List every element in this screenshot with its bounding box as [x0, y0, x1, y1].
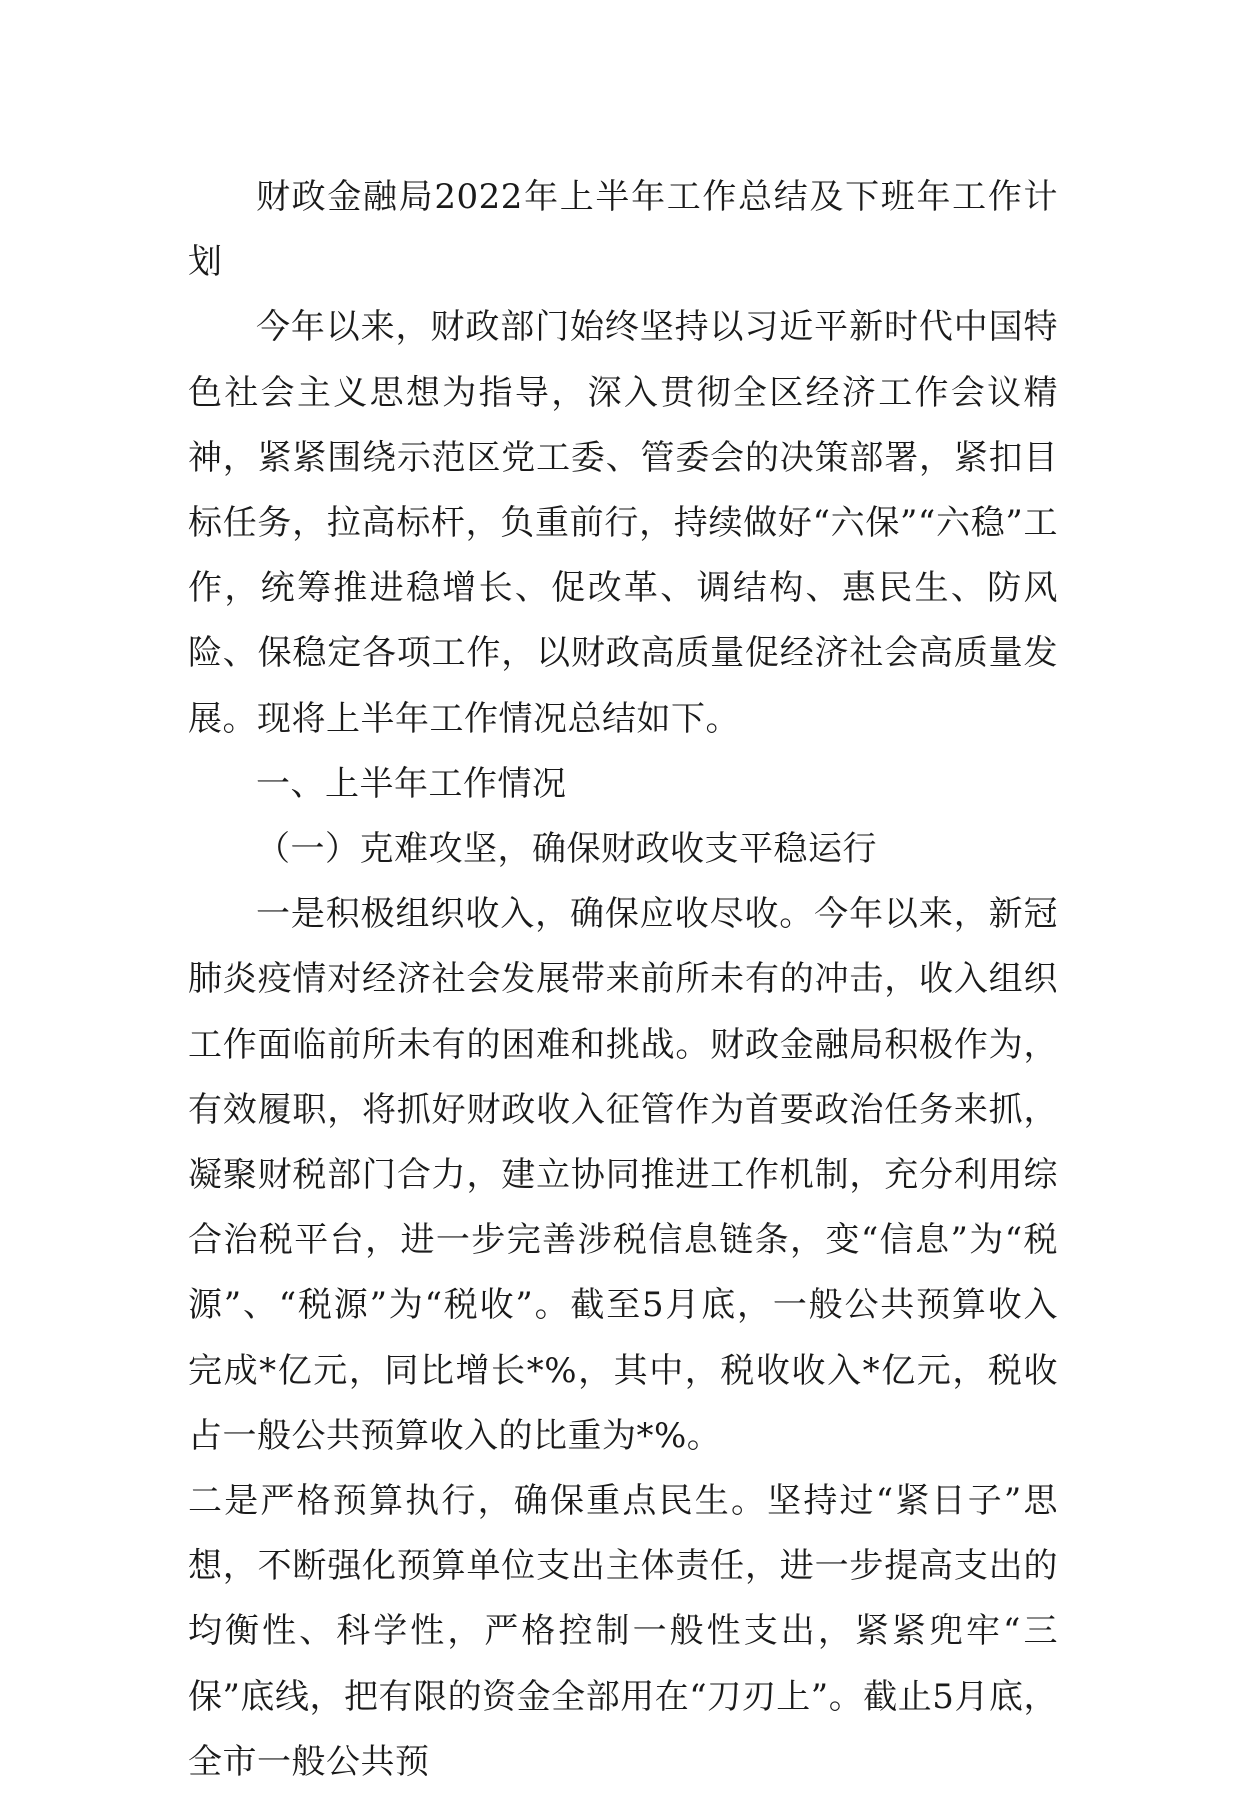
document-title: 财政金融局2022年上半年工作总结及下班年工作计划: [188, 177, 1058, 283]
intro-paragraph: 今年以来，财政部门始终坚持以习近平新时代中国特色社会主义思想为指导，深入贯彻全区经济工作会议精神，紧紧围绕示范区党工委、管委会的决策部署，紧扣目标任务，拉高标杆，负重前行，持续做好“六保”“六稳”工作，统筹推进稳增长、促改革、调结构、惠民生、防风险、保稳定各项工作，以财政高质量促经济社会高质量发展。现将上半年工作情况总结如下。: [188, 307, 1058, 739]
income-paragraph: 一是积极组织收入，确保应收尽收。今年以来，新冠肺炎疫情对经济社会发展带来前所未有的冲击，收入组织工作面临前所未有的困难和挑战。财政金融局积极作为，有效履职，将抓好财政收入征管作为首要政治任务来抓，凝聚财税部门合力，建立协同推进工作机制，充分利用综合治税平台，进一步完善涉税信息链条，变“信息”为“税源”、“税源”为“税收”。截至5月底，一般公共预算收入完成*亿元，同比增长*%，其中，税收收入*亿元，税收占一般公共预算收入的比重为*%。: [188, 894, 1058, 1456]
section-heading: 一、上半年工作情况: [256, 763, 567, 804]
document-body: [188, 165, 1058, 1795]
budget-paragraph: 二是严格预算执行，确保重点民生。坚持过“紧日子”思想，不断强化预算单位支出主体责任，进一步提高支出的均衡性、科学性，严格控制一般性支出，紧紧兜牢“三保”底线，把有限的资金全部用在“刀刃上”。截止5月底，全市一般公共预: [188, 1481, 1058, 1782]
subsection-heading: （一）克难攻坚，确保财政收支平稳运行: [256, 829, 877, 870]
